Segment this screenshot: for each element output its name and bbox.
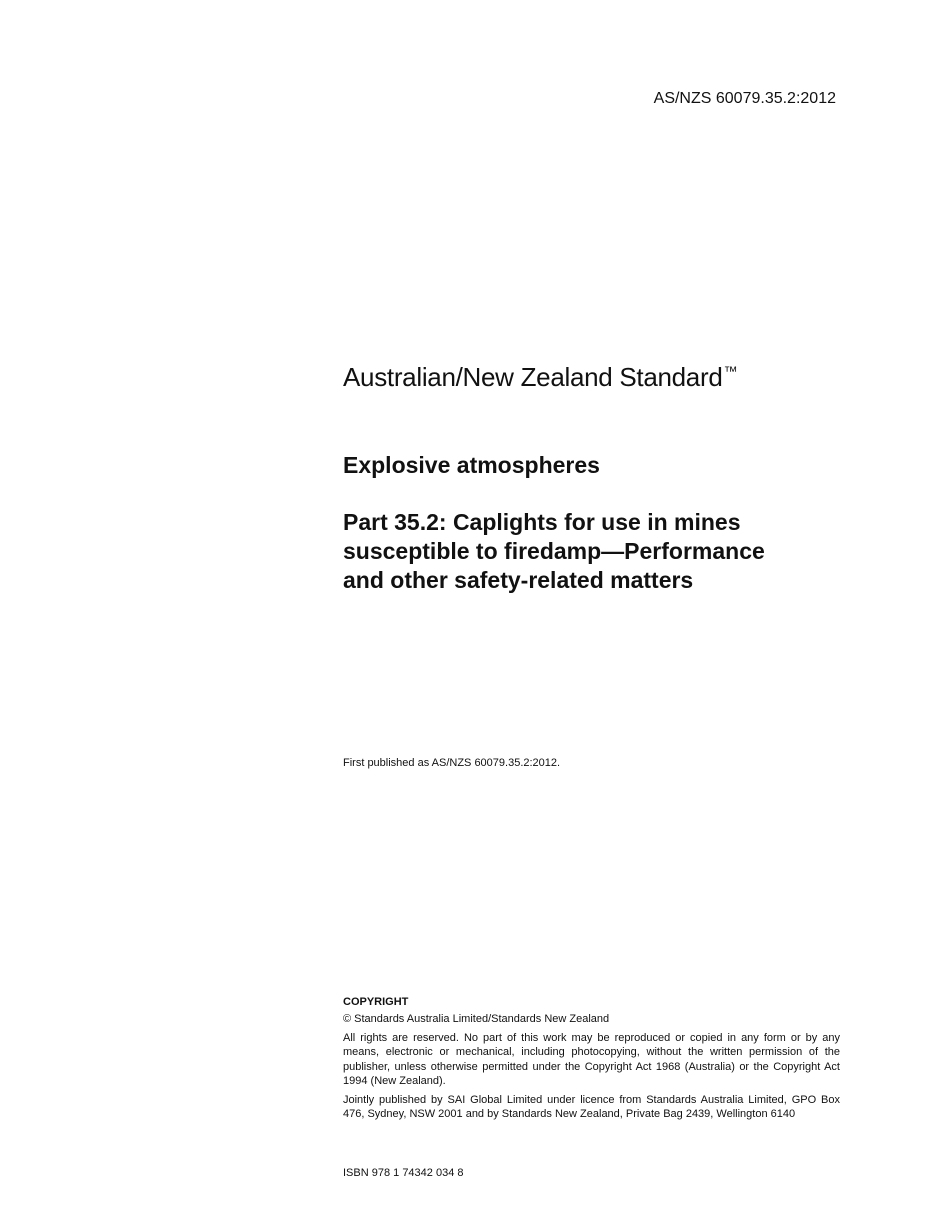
copyright-publisher: Jointly published by SAI Global Limited under licence from Standards Australia Limited, GPO Box 476, Sydney, NSW 2001 and by Standards New Zealand, Private Bag 2439, Wellington 6140	[343, 1093, 840, 1120]
copyright-heading: COPYRIGHT	[343, 996, 409, 1008]
standard-label-text: Australian/New Zealand Standard	[343, 362, 723, 392]
isbn: ISBN 978 1 74342 034 8	[343, 1167, 464, 1179]
trademark-symbol: ™	[723, 363, 738, 379]
standard-label	[343, 362, 840, 393]
document-title: Explosive atmospheres	[343, 452, 600, 478]
first-published-note: First published as AS/NZS 60079.35.2:2012.	[343, 757, 561, 769]
copyright-rights: All rights are reserved. No part of this work may be reproduced or copied in any form or by any means, electronic or mechanical, including photocopying, without the written permission of the publisher, unless otherwise permitted under the Copyright Act 1968 (Australia) or the Copyright Act 1994 (New Zealand).	[343, 1031, 840, 1087]
copyright-block	[343, 996, 840, 1126]
document-subtitle: Part 35.2: Caplights for use in mines susceptible to firedamp—Performance and other safety-related matters	[343, 509, 765, 593]
document-number: AS/NZS 60079.35.2:2012	[653, 90, 836, 107]
copyright-owner: © Standards Australia Limited/Standards New Zealand	[343, 1013, 610, 1025]
